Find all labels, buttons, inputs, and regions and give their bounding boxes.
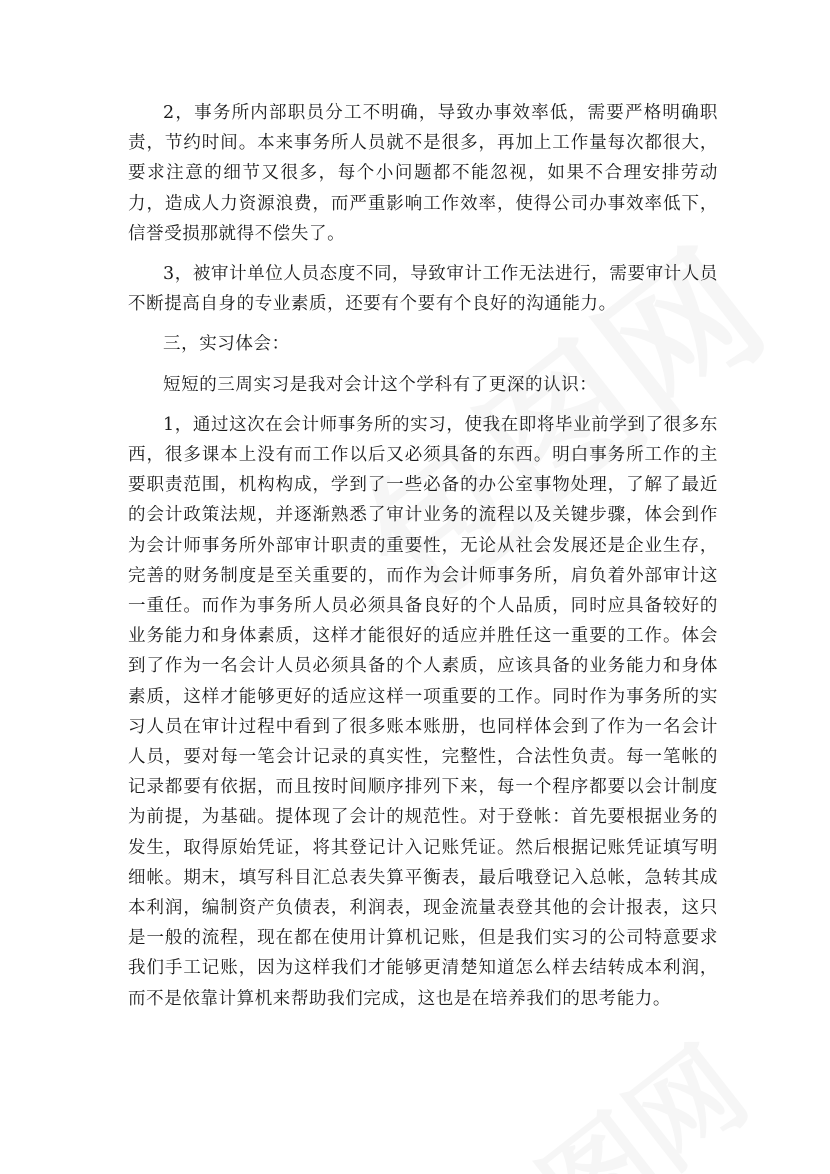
paragraph-summary-intro: 短短的三周实习是我对会计这个学科有了更深的认识： [163,374,598,395]
section-heading-internship-reflection: 三，实习体会： [163,334,290,355]
document-body [128,98,718,1014]
watermark [416,1005,773,1174]
paragraph-audited-unit-attitude: 3，被审计单位人员态度不同，导致审计工作无法进行，需要审计人员不断提高自身的专业素质，还要有个要有个良好的沟通能力。 [128,264,718,315]
paragraph-reflection-detail: 1，通过这次在会计师事务所的实习，使我在即将毕业前学到了很多东西，很多课本上没有而工作以后又必须具备的东西。明白事务所工作的主要职责范围，机构构成，学到了一些必备的办公室事物处理，了解了最近的会计政策法规，并逐渐熟悉了审计业务的流程以及关键步骤，体会到作为会计师事务所外部审计职责的重要性，无论从社会发展还是企业生存，完善的财务制度是至关重要的，而作为会计师事务所，肩负着外部审计这一重任。而作为事务所人员必须具备良好的个人品质，同时应具备较好的业务能力和身体素质，这样才能很好的适应并胜任这一重要的工作。体会到了作为一名会计人员必须具备的个人素质，应该具备的业务能力和身体素质，这样才能够更好的适应这样一项重要的工作。同时作为事务所的实习人员在审计过程中看到了很多账本账册，也同样体会到了作为一名会计人员，要对每一笔会计记录的真实性，完整性，合法性负责。每一笔帐的记录都要有依据，而且按时间顺序排列下来，每一个程序都要以会计制度为前提，为基础。提体现了会计的规范性。对于登帐：首先要根据业务的发生，取得原始凭证，将其登记计入记账凭证。然后根据记账凭证填写明细帐。期末，填写科目汇总表失算平衡表，最后哦登记入总帐，急转其成本利润，编制资产负债表，利润表，现金流量表登其他的会计报表，这只是一般的流程，现在都在使用计算机记账，但是我们实习的公司特意要求我们手工记账，因为这样我们才能够更清楚知道怎么样去结转成本利润，而不是依靠计算机来帮助我们完成，这也是在培养我们的思考能力。 [128,414,718,1009]
paragraph-staff-division: 2，事务所内部职员分工不明确，导致办事效率低，需要严格明确职责，节约时间。本来事务所人员就不是很多，再加上工作量每次都很大，要求注意的细节又很多，每个小问题都不能忽视，如果不合理安排劳动力，造成人力资源浪费，而严重影响工作效率，使得公司办事效率低下，信誉受损那就得不偿失了。 [128,103,718,244]
